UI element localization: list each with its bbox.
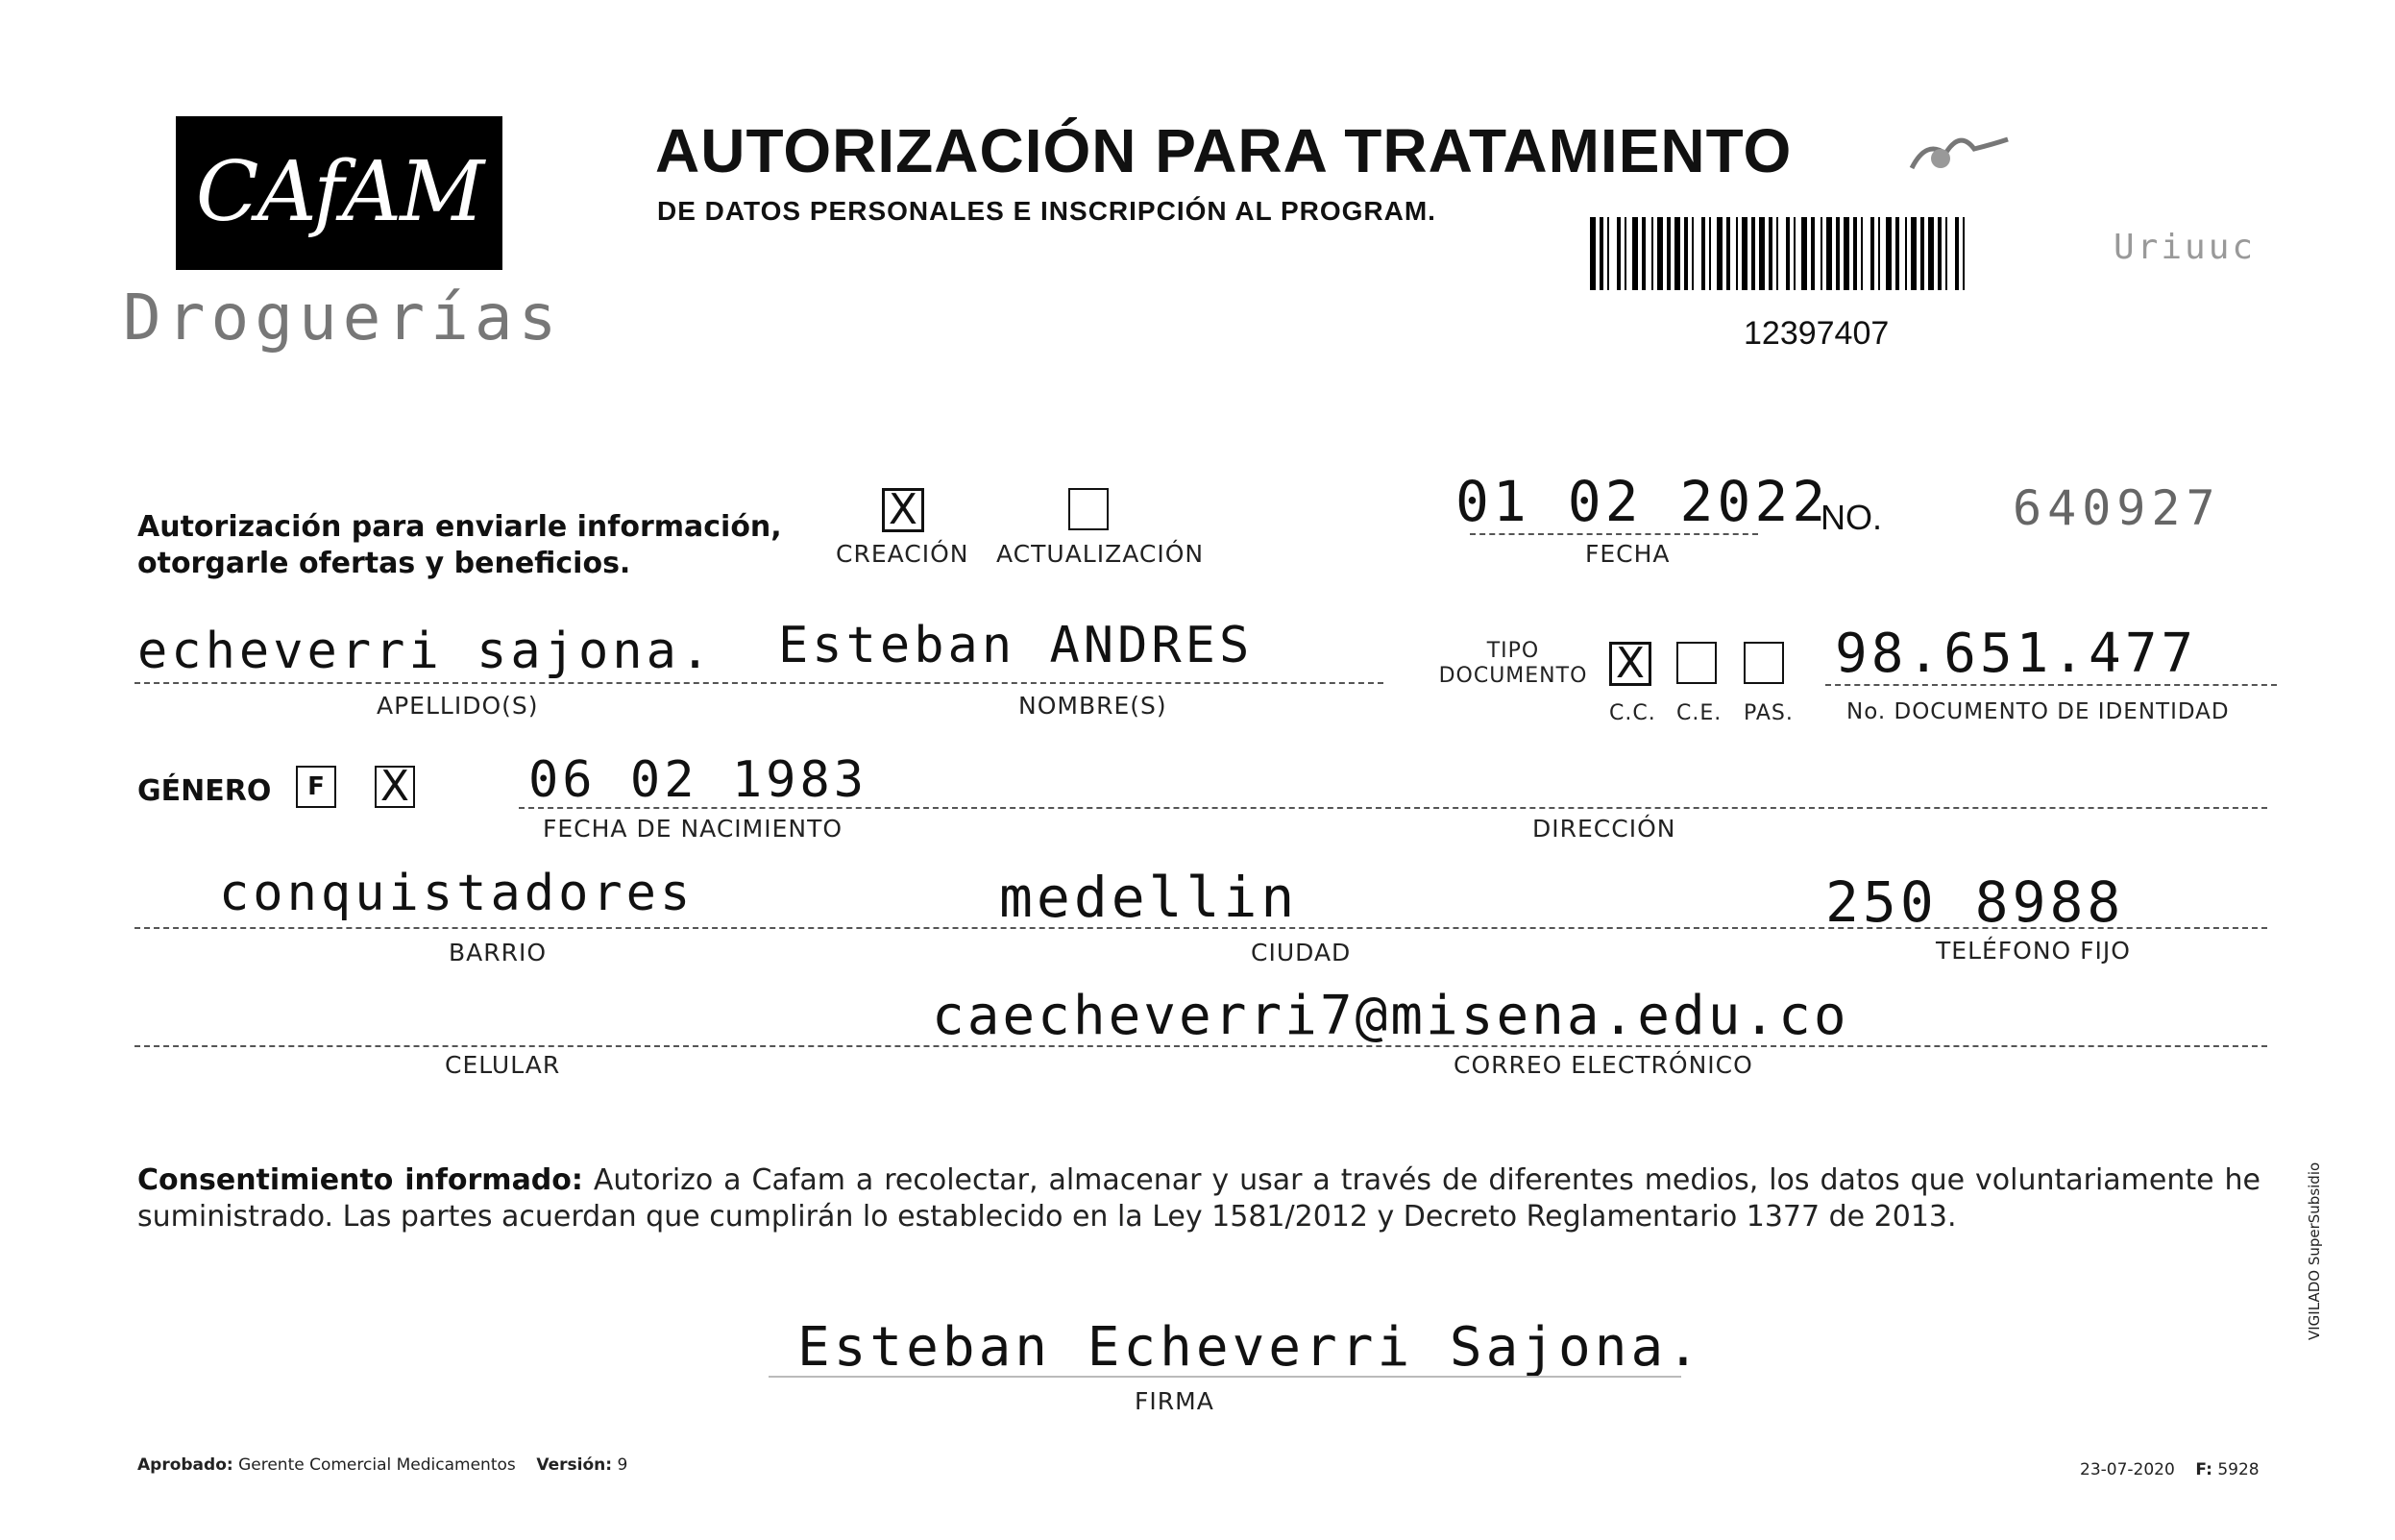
- documento-label: No. DOCUMENTO DE IDENTIDAD: [1846, 699, 2230, 724]
- barcode-bar: [1786, 217, 1790, 290]
- consent-body: Autorizo a Cafam a recolectar, almacenar y usar a través de diferentes medios, los datos que voluntariamente he suministrado. Las partes acuerdan que cumplirán lo establecido en la Ley 1581/2012 y Decreto Reglamentario 1377 de 2013.: [137, 1163, 2261, 1234]
- stamp-text: Uriuuc: [2114, 228, 2257, 267]
- no-value: 640927: [2013, 480, 2221, 536]
- m-check-mark: X: [379, 762, 410, 811]
- signature-line: [769, 1376, 1681, 1378]
- nacimiento-label: FECHA DE NACIMIENTO: [543, 815, 843, 843]
- version-value: 9: [617, 1455, 628, 1475]
- barcode-bar: [1751, 217, 1755, 290]
- barcode-bar: [1769, 217, 1772, 290]
- ce-checkbox[interactable]: [1676, 642, 1717, 684]
- barcode-bar: [1625, 217, 1626, 290]
- barcode-bar: [1920, 217, 1924, 290]
- correo-value: caecheverri7@misena.edu.co: [932, 985, 1849, 1047]
- consent-paragraph: [137, 1162, 2261, 1235]
- barcode-bar: [1759, 217, 1765, 290]
- no-label: NO.: [1821, 498, 1883, 537]
- barcode-bar: [1886, 217, 1892, 290]
- vertical-label: VIGILADO SuperSubsidio: [2306, 1161, 2323, 1340]
- barcode-bar: [1776, 217, 1778, 290]
- barcode-bar: [1905, 217, 1907, 290]
- telefono-value: 250 8988: [1825, 869, 2125, 935]
- actualizacion-checkbox[interactable]: [1068, 488, 1109, 530]
- nombres-value: Esteban ANDRES: [778, 617, 1254, 674]
- barcode-bar: [1590, 217, 1596, 290]
- footer-right: [2080, 1460, 2260, 1479]
- correo-label: CORREO ELECTRÓNICO: [1454, 1051, 1753, 1079]
- apellidos-label: APELLIDO(S): [377, 692, 539, 720]
- ciudad-value: medellin: [999, 865, 1299, 930]
- barcode-bar: [1895, 217, 1899, 290]
- nombres-label: NOMBRE(S): [1018, 692, 1167, 720]
- aprobado-value: Gerente Comercial Medicamentos: [238, 1455, 516, 1475]
- celular-correo-line: [134, 1045, 2267, 1047]
- tipo-documento-label: TIPO DOCUMENTO: [1438, 639, 1588, 688]
- names-line: [134, 682, 1383, 684]
- logo-subtitle: Droguerías: [123, 281, 563, 354]
- barcode-bar: [1617, 217, 1621, 290]
- barcode-bar: [1955, 217, 1959, 290]
- barcode-bar: [1651, 217, 1653, 290]
- barcode-bar: [1726, 217, 1730, 290]
- barcode-bar: [1870, 217, 1874, 290]
- barcode-bar: [1717, 217, 1723, 290]
- barcode-bar: [1836, 217, 1840, 290]
- version-label: Versión:: [536, 1455, 613, 1475]
- barcode-bar: [1632, 217, 1638, 290]
- fecha-value: 01 02 2022: [1455, 469, 1830, 534]
- aprobado-label: Aprobado:: [137, 1455, 233, 1475]
- cc-label: C.C.: [1609, 701, 1656, 725]
- barcode-bar: [1692, 217, 1694, 290]
- barcode-bar: [1742, 217, 1747, 290]
- stamp-scribble-icon: [1907, 125, 2013, 183]
- cc-checkbox[interactable]: [1609, 639, 1651, 688]
- creacion-label: CREACIÓN: [836, 540, 969, 568]
- celular-label: CELULAR: [445, 1051, 561, 1079]
- barcode-bar: [1861, 217, 1863, 290]
- barcode: [1590, 217, 1965, 290]
- barcode-bar: [1607, 217, 1609, 290]
- ciudad-label: CIUDAD: [1251, 939, 1352, 966]
- signature-label: FIRMA: [1135, 1387, 1214, 1415]
- barcode-bar: [1963, 217, 1965, 290]
- documento-line: [1825, 684, 2277, 686]
- apellidos-value: echeverri sajona.: [137, 623, 715, 680]
- barrio-label: BARRIO: [449, 939, 548, 966]
- barcode-bar: [1667, 217, 1671, 290]
- barcode-bar: [1911, 217, 1917, 290]
- barrio-ciudad-telefono-line: [134, 927, 2267, 929]
- f-label: F: [307, 772, 325, 801]
- document-title: AUTORIZACIÓN PARA TRATAMIENTO: [655, 116, 1793, 185]
- barcode-bar: [1821, 217, 1822, 290]
- barcode-bar: [1844, 217, 1849, 290]
- barcode-bar: [1684, 217, 1688, 290]
- documento-value: 98.651.477: [1835, 623, 2198, 685]
- barcode-bar: [1938, 217, 1942, 290]
- direccion-label: DIRECCIÓN: [1532, 815, 1676, 843]
- document-subtitle: DE DATOS PERSONALES E INSCRIPCIÓN AL PROGRAM.: [657, 196, 1436, 226]
- barcode-bar: [1600, 217, 1603, 290]
- barcode-bar: [1945, 217, 1947, 290]
- pas-checkbox[interactable]: [1744, 642, 1784, 684]
- fecha-line: [1470, 533, 1758, 535]
- barcode-bar: [1811, 217, 1815, 290]
- barcode-bar: [1826, 217, 1832, 290]
- f-code-value: 5928: [2217, 1460, 2260, 1479]
- genero-label: GÉNERO: [137, 774, 272, 808]
- barcode-bar: [1794, 217, 1796, 290]
- barcode-bar: [1736, 217, 1738, 290]
- nacimiento-value: 06 02 1983: [528, 751, 868, 809]
- barrio-value: conquistadores: [219, 865, 695, 922]
- f-code-label: F:: [2195, 1460, 2212, 1479]
- cafam-logo-text: CAfAM: [195, 144, 483, 240]
- f-checkbox[interactable]: [296, 766, 336, 808]
- authorization-text: Autorización para enviarle información, otorgarle ofertas y beneficios.: [137, 510, 782, 580]
- barcode-bar: [1674, 217, 1680, 290]
- creacion-checkbox[interactable]: [882, 485, 924, 534]
- actualizacion-label: ACTUALIZACIÓN: [996, 540, 1205, 568]
- nacimiento-direccion-line: [519, 807, 2267, 809]
- telefono-label: TELÉFONO FIJO: [1936, 937, 2131, 965]
- barcode-bar: [1801, 217, 1807, 290]
- creacion-check-mark: X: [888, 485, 918, 534]
- barcode-bar: [1928, 217, 1934, 290]
- footer-left: [137, 1455, 627, 1475]
- barcode-bar: [1709, 217, 1711, 290]
- ce-label: C.E.: [1676, 701, 1723, 725]
- footer-date: 23-07-2020: [2080, 1460, 2175, 1479]
- barcode-number: 12397407: [1744, 315, 1890, 352]
- barcode-bar: [1642, 217, 1646, 290]
- fecha-label: FECHA: [1585, 540, 1671, 568]
- pas-label: PAS.: [1744, 701, 1794, 725]
- cc-check-mark: X: [1615, 639, 1646, 688]
- signature-value: Esteban Echeverri Sajona.: [797, 1316, 1703, 1379]
- barcode-bar: [1878, 217, 1880, 290]
- barcode-bar: [1701, 217, 1705, 290]
- consent-heading: Consentimiento informado:: [137, 1163, 583, 1197]
- barcode-bar: [1853, 217, 1857, 290]
- m-checkbox[interactable]: [375, 762, 415, 811]
- barcode-bar: [1657, 217, 1663, 290]
